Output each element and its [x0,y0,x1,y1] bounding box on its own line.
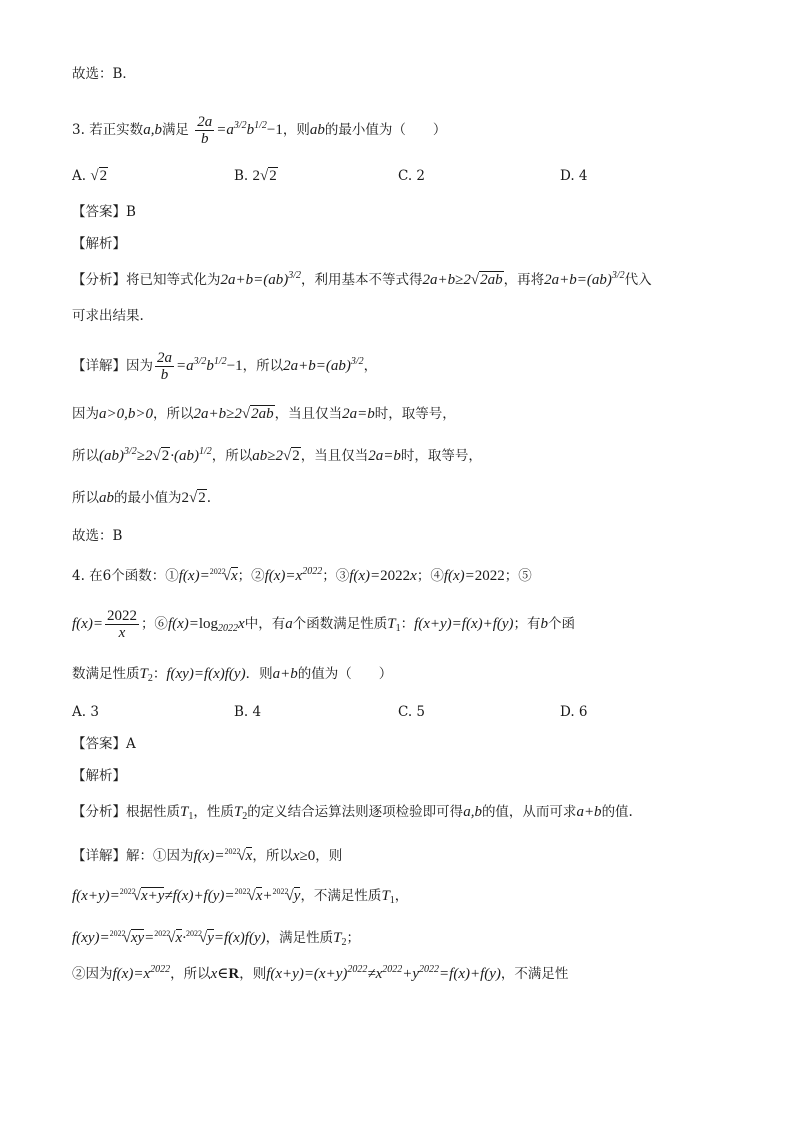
detail-3-step2: 所以(ab)$^{3/2}$≥2√2·(ab)$^{1/2}$，所以ab≥2√2，当且仅当2a=b时，取等号， [72,446,482,464]
question-3: 3. 若正实数a,b满足 $\frac{2a}{b}$ $=a^{3/2}b^{1/2}-1$，则ab的最小值为（ ） [72,114,447,147]
detail-4: 【详解】解：①因为f(x)=$^{2022}$√x，所以x≥0，则 [72,847,343,864]
analysis-4: 【分析】根据性质$T_1$，性质$T_2$的定义结合运算法则逐项检验即可得a,b的值，从而可求a+b的值. [72,804,633,822]
detail-4-step1: f(x+y)=$^{2022}$√x+y≠f(x)+f(y)=$^{2022}$√x+$^{2022}$√y，不满足性质$T_1$， [72,887,409,906]
conclusion-3: 故选：B [72,528,123,544]
q3-option-a: A. √2 [72,168,108,184]
analysis-4-heading: 【解析】 [72,768,126,784]
analysis-3: 【分析】将已知等式化为2a+b=(ab)$^{3/2}$，利用基本不等式得2a+b≥2√2ab，再将2a+b=(ab)$^{3/2}$代入 [72,270,652,288]
detail-4-step3: ②因为$f(x)=x^{2022}$，所以x∈R，则$f(x+y)=(x+y)^{2022}\ne x^{2022}+y^{2022}=f(x)+f(y)$，不满足性 [72,964,569,982]
answer-3: 【答案】B [72,204,136,220]
detail-4-step2: f(xy)=$^{2022}$√xy=$^{2022}$√x·$^{2022}$√y=f(x)f(y)，满足性质$T_2$； [72,929,360,948]
question-4: 4. 在6个函数：①f(x)=$^{2022}$√x；$②f(x)=x^{2022}$；③f(x)=2022x；④f(x)=2022；⑤ [72,566,532,584]
question-4-cont: f(x)= $\frac{2022}{x}$ ；$⑥f(x)=\log_{2022}x$中，有a个函数满足性质$T_1$：f(x+y)=f(x)+f(y)；有b个函 [72,608,576,641]
q4-option-d: D. 6 [560,704,588,720]
q4-option-a: A. 3 [72,704,99,720]
analysis-3-cont: 可求出结果. [72,308,144,324]
q3-option-d: D. 4 [560,168,588,184]
answer-4: 【答案】A [72,736,136,752]
q3-option-b: B. 2√2 [234,168,277,184]
detail-3-step3: 所以ab的最小值为2√2. [72,490,212,506]
question-4-cont2: 数满足性质$T_2$：f(xy)=f(x)f(y)．则a+b的值为（ ） [72,666,393,684]
q4-option-b: B. 4 [234,704,262,720]
analysis-3-heading: 【解析】 [72,236,126,252]
q4-option-c: C. 5 [398,704,426,720]
detail-3-step1: 因为a>0,b>0，所以2a+b≥2√2ab，当且仅当2a=b时，取等号， [72,406,456,422]
text-line: 故选：B． [72,66,136,82]
detail-3: 【详解】因为 $\frac{2a}{b}$ $=a^{3/2}b^{1/2}-1$，所以2a+b=(ab)$^{3/2}$， [72,350,378,383]
q3-option-c: C. 2 [398,168,426,184]
